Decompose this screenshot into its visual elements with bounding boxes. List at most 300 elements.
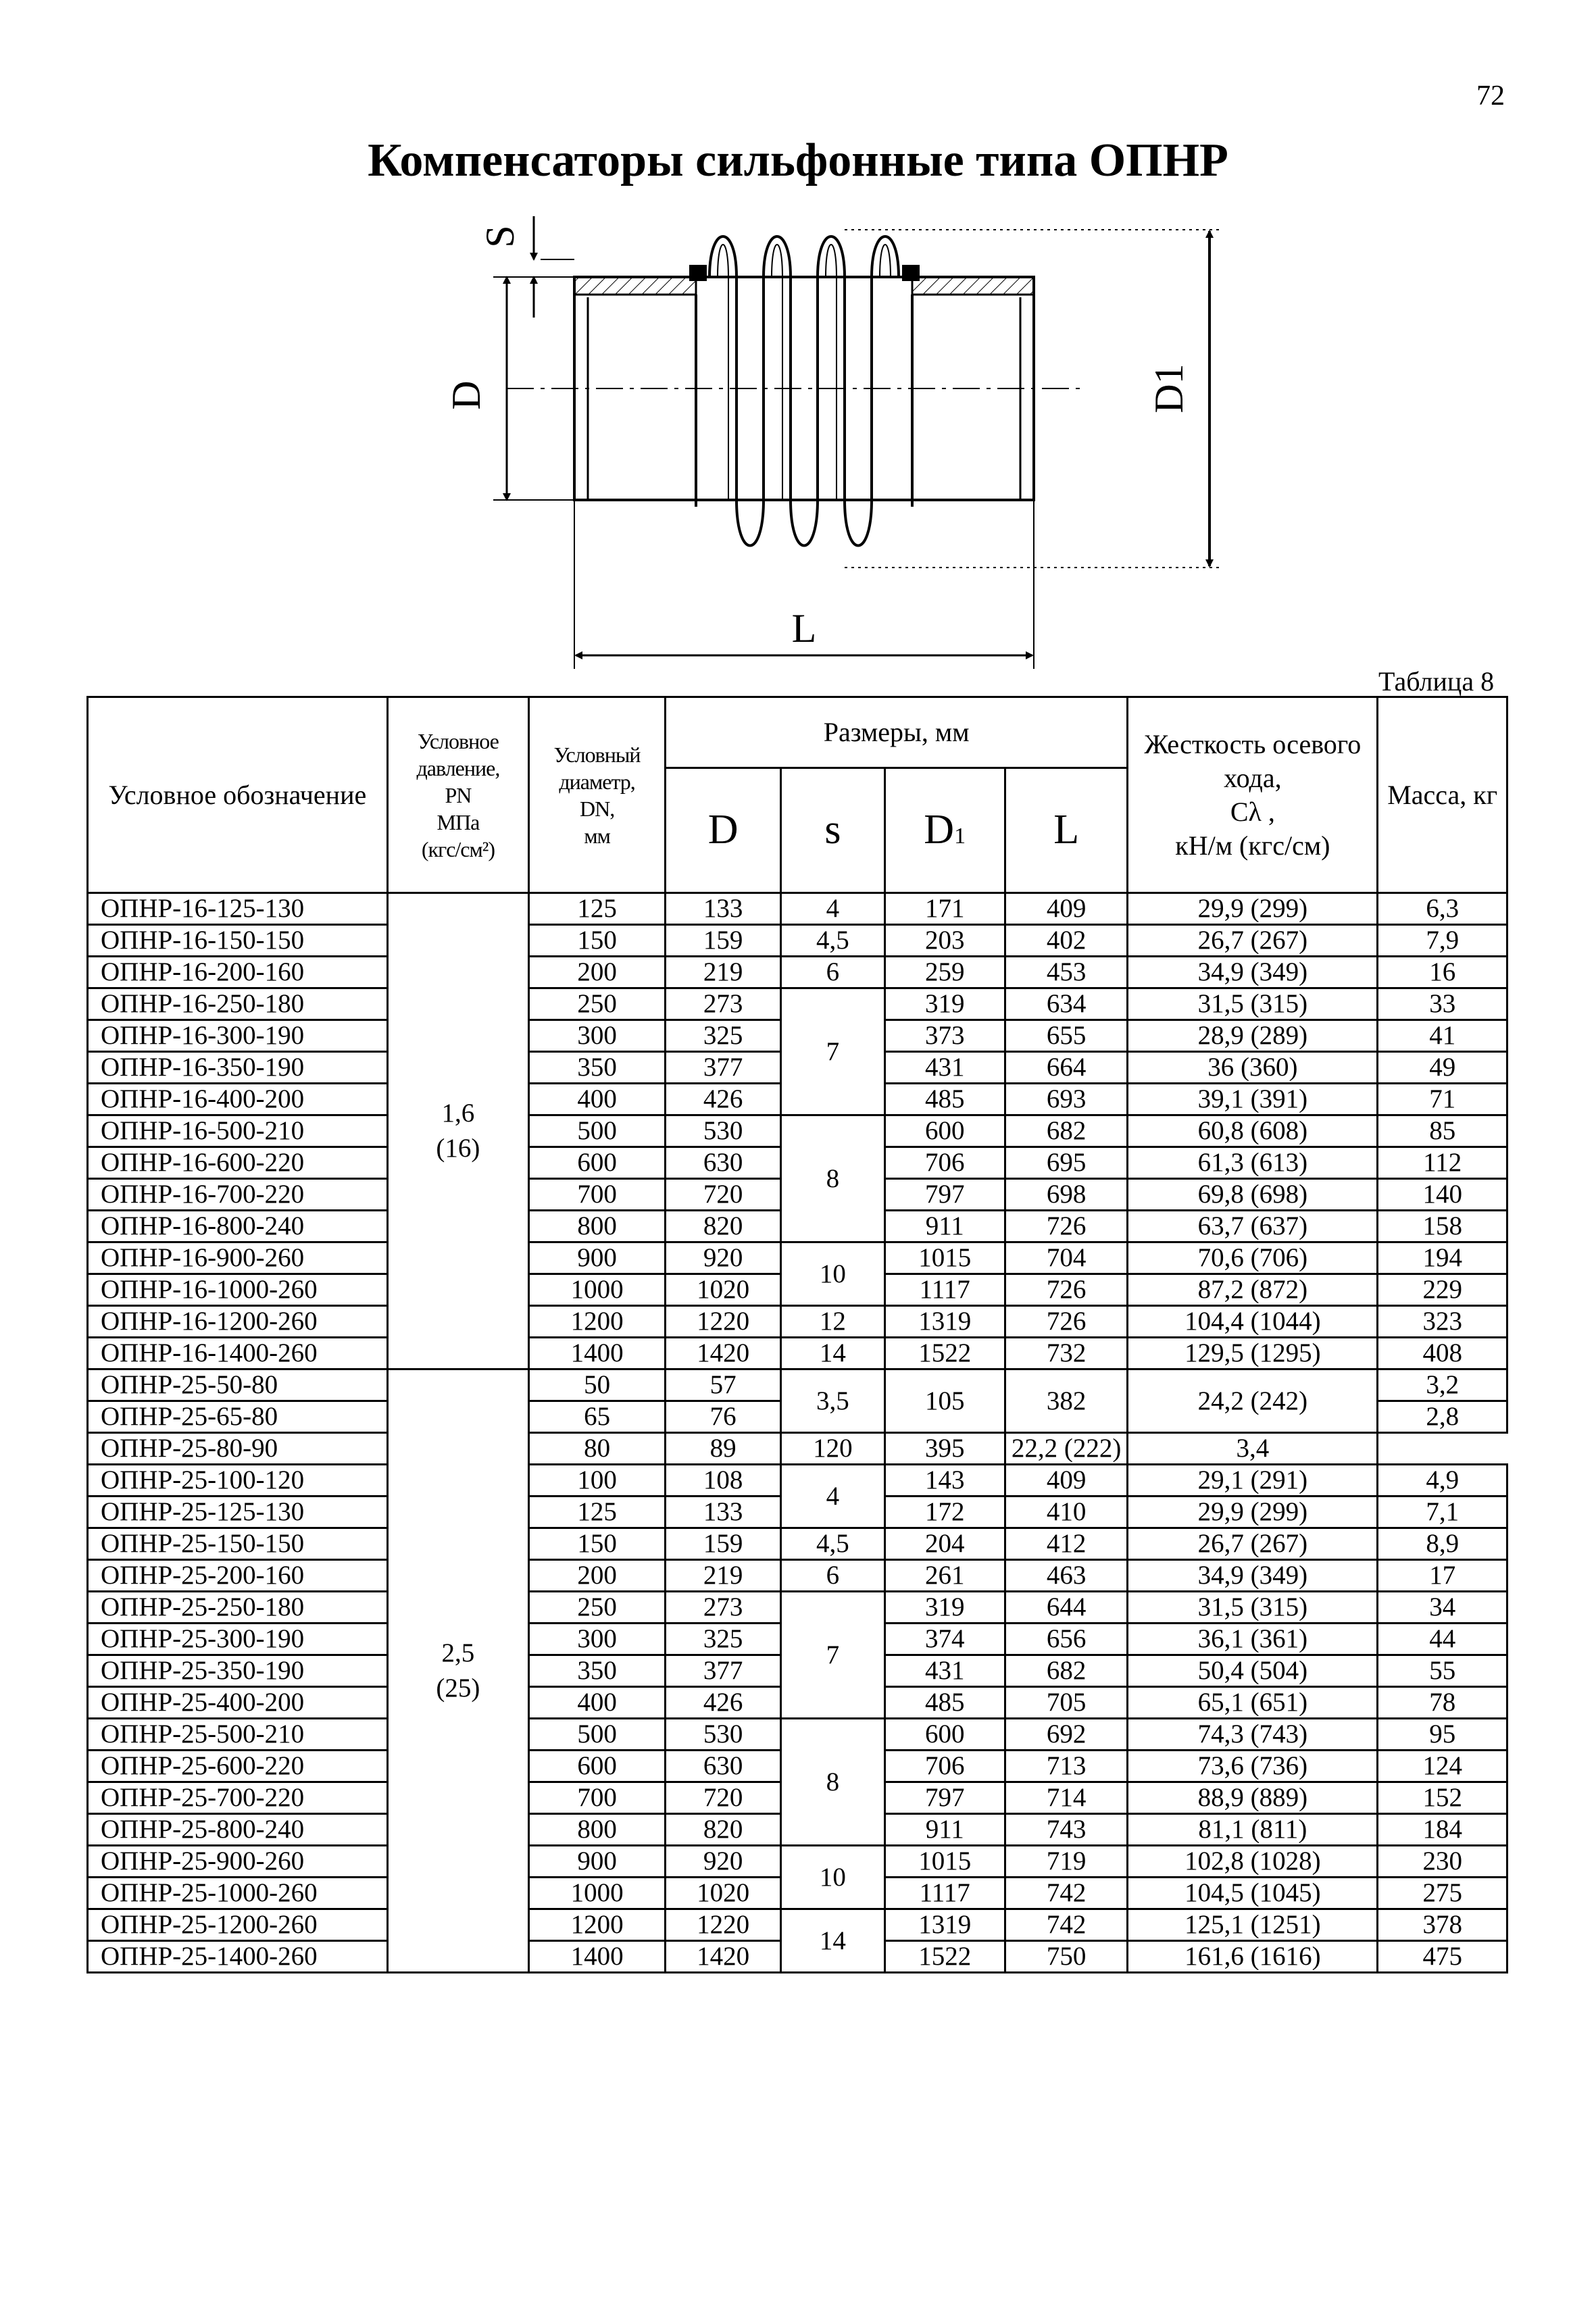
cell-code: ОПНР-16-1200-260 [88,1306,388,1338]
cell-l: 644 [1005,1592,1127,1624]
cell-dn: 600 [529,1147,666,1179]
table-row [88,1560,1507,1592]
cell-d: 920 [665,1242,780,1274]
cell-d1: 431 [884,1052,1005,1084]
cell-l: 463 [1005,1560,1127,1592]
cell-d1: 259 [884,957,1005,988]
cell-d1: 374 [884,1624,1005,1655]
cell-dn: 1200 [529,1306,666,1338]
cell-dn: 400 [529,1084,666,1115]
cell-code: ОПНР-25-700-220 [88,1782,388,1814]
cell-code: ОПНР-16-125-130 [88,893,388,925]
cell-s: 12 [781,1306,884,1338]
cell-m: 2,8 [1378,1401,1507,1433]
table-row [88,1115,1507,1147]
cell-c: 29,9 (299) [1128,893,1378,925]
cell-m: 323 [1378,1306,1507,1338]
cell-code: ОПНР-25-300-190 [88,1624,388,1655]
cell-d: 1420 [665,1338,780,1369]
cell-d1: 1015 [884,1846,1005,1878]
cell-d: 1220 [665,1306,780,1338]
cell-l: 682 [1005,1655,1127,1687]
cell-dn: 500 [529,1719,666,1751]
cell-d: 1420 [665,1941,780,1973]
cell-c: 26,7 (267) [1128,925,1378,957]
cell-l: 726 [1005,1211,1127,1242]
cell-code: ОПНР-25-50-80 [88,1369,388,1401]
cell-l: 750 [1005,1941,1127,1973]
header-mass: Масса, кг [1378,697,1507,893]
cell-code: ОПНР-25-600-220 [88,1751,388,1782]
header-l: L [1005,768,1127,893]
cell-c: 125,1 (1251) [1128,1909,1378,1941]
cell-c: 24,2 (242) [1128,1369,1378,1433]
cell-c: 34,9 (349) [1128,1560,1378,1592]
header-stiffness-line3: кН/м (кгс/см) [1175,830,1330,861]
header-designation: Условное обозначение [88,697,388,893]
cell-d1: 261 [884,1560,1005,1592]
cell-dn: 350 [529,1052,666,1084]
cell-d1: 600 [884,1719,1005,1751]
cell-dn: 125 [529,893,666,925]
cell-d1: 911 [884,1211,1005,1242]
cell-dn: 1000 [529,1274,666,1306]
cell-c: 81,1 (811) [1128,1814,1378,1846]
cell-d1: 204 [884,1528,1005,1560]
cell-l: 656 [1005,1624,1127,1655]
cell-m: 4,9 [1378,1465,1507,1496]
cell-code: ОПНР-25-900-260 [88,1846,388,1878]
cell-c: 28,9 (289) [1128,1020,1378,1052]
cell-d: 133 [665,893,780,925]
spec-table [86,696,1508,1973]
cell-d: 89 [665,1433,780,1465]
cell-dn: 1200 [529,1909,666,1941]
cell-d1: 319 [884,1592,1005,1624]
cell-c: 69,8 (698) [1128,1179,1378,1211]
cell-d: 426 [665,1084,780,1115]
cell-dn: 100 [529,1465,666,1496]
d1-label: D1 [1147,363,1191,413]
cell-l: 453 [1005,957,1127,988]
cell-d1: 797 [884,1179,1005,1211]
cell-code: ОПНР-16-150-150 [88,925,388,957]
cell-c: 87,2 (872) [1128,1274,1378,1306]
cell-d1: 600 [884,1115,1005,1147]
cell-s: 4,5 [781,1528,884,1560]
cell-l: 682 [1005,1115,1127,1147]
header-stiffness [1128,697,1378,893]
cell-dn: 200 [529,957,666,988]
cell-code: ОПНР-16-800-240 [88,1211,388,1242]
cell-m: 124 [1378,1751,1507,1782]
table-row [88,1465,1507,1496]
cell-d1: 172 [884,1496,1005,1528]
cell-d: 377 [665,1052,780,1084]
cell-s: 10 [781,1846,884,1909]
cell-c: 102,8 (1028) [1128,1846,1378,1878]
cell-m: 275 [1378,1878,1507,1909]
cell-d: 820 [665,1814,780,1846]
cell-d: 820 [665,1211,780,1242]
header-pressure [387,697,529,893]
cell-code: ОПНР-16-350-190 [88,1052,388,1084]
cell-s: 3,5 [781,1369,884,1433]
cell-s: 4,5 [781,925,884,957]
bellows-compensator-drawing [405,209,1284,676]
cell-code: ОПНР-25-65-80 [88,1401,388,1433]
header-sizes: Размеры, мм [665,697,1128,768]
cell-m: 85 [1378,1115,1507,1147]
cell-l: 395 [884,1433,1005,1465]
cell-l: 698 [1005,1179,1127,1211]
cell-dn: 400 [529,1687,666,1719]
cell-m: 7,1 [1378,1496,1507,1528]
cell-c: 63,7 (637) [1128,1211,1378,1242]
table-row [88,1592,1507,1624]
cell-dn: 200 [529,1560,666,1592]
cell-l: 412 [1005,1528,1127,1560]
cell-c: 104,4 (1044) [1128,1306,1378,1338]
cell-d: 630 [665,1751,780,1782]
cell-code: ОПНР-16-1400-260 [88,1338,388,1369]
cell-dn: 300 [529,1624,666,1655]
cell-s: 7 [781,1592,884,1719]
cell-m: 41 [1378,1020,1507,1052]
cell-m: 6,3 [1378,893,1507,925]
header-d: D [665,768,780,893]
cell-d1: 706 [884,1751,1005,1782]
cell-d1: 373 [884,1020,1005,1052]
cell-d: 219 [665,1560,780,1592]
cell-m: 71 [1378,1084,1507,1115]
header-pressure-line1: Условное давление, [416,728,500,780]
cell-l: 742 [1005,1909,1127,1941]
cell-c: 36,1 (361) [1128,1624,1378,1655]
cell-code: ОПНР-16-400-200 [88,1084,388,1115]
cell-c: 60,8 (608) [1128,1115,1378,1147]
header-dn-line1: Условный диаметр, [553,742,641,794]
cell-code: ОПНР-25-400-200 [88,1687,388,1719]
cell-c: 31,5 (315) [1128,1592,1378,1624]
cell-d: 1020 [665,1274,780,1306]
cell-m: 55 [1378,1655,1507,1687]
cell-m: 3,4 [1128,1433,1378,1465]
cell-s: 8 [781,1115,884,1242]
cell-l: 692 [1005,1719,1127,1751]
cell-code: ОПНР-16-1000-260 [88,1274,388,1306]
cell-code: ОПНР-16-500-210 [88,1115,388,1147]
cell-m: 16 [1378,957,1507,988]
cell-l: 743 [1005,1814,1127,1846]
cell-c: 70,6 (706) [1128,1242,1378,1274]
cell-d: 720 [665,1782,780,1814]
cell-dn: 65 [529,1401,666,1433]
cell-c: 50,4 (504) [1128,1655,1378,1687]
cell-m: 8,9 [1378,1528,1507,1560]
cell-c: 26,7 (267) [1128,1528,1378,1560]
table-caption: Таблица 8 [1378,666,1495,697]
header-pressure-line4: (кгс/см²) [421,836,495,861]
cell-l: 634 [1005,988,1127,1020]
header-dn-line2: DN, [579,796,615,821]
cell-d: 108 [665,1465,780,1496]
cell-m: 34 [1378,1592,1507,1624]
cell-s: 7 [781,988,884,1115]
table-row [88,1909,1507,1941]
cell-m: 230 [1378,1846,1507,1878]
cell-m: 33 [1378,988,1507,1020]
cell-dn: 900 [529,1242,666,1274]
cell-dn: 125 [529,1496,666,1528]
cell-m: 3,2 [1378,1369,1507,1401]
cell-m: 194 [1378,1242,1507,1274]
cell-code: ОПНР-25-1000-260 [88,1878,388,1909]
cell-code: ОПНР-16-600-220 [88,1147,388,1179]
cell-d1: 1522 [884,1941,1005,1973]
cell-dn: 300 [529,1020,666,1052]
cell-d: 426 [665,1687,780,1719]
cell-d1: 171 [884,893,1005,925]
cell-dn: 700 [529,1179,666,1211]
cell-m: 408 [1378,1338,1507,1369]
table-row [88,1338,1507,1369]
cell-d: 76 [665,1401,780,1433]
cell-l: 726 [1005,1274,1127,1306]
table-row [88,1369,1507,1401]
table-row [88,957,1507,988]
cell-m: 7,9 [1378,925,1507,957]
header-pressure-line2: PN [445,782,472,807]
cell-dn: 1400 [529,1941,666,1973]
cell-s: 4 [781,893,884,925]
table-row [88,1306,1507,1338]
cell-d: 1220 [665,1909,780,1941]
table-row [88,1846,1507,1878]
cell-s: 10 [781,1242,884,1306]
cell-dn: 800 [529,1814,666,1846]
pressure-value-kgf: (16) [436,1134,480,1163]
cell-c: 39,1 (391) [1128,1084,1378,1115]
table-row [88,1433,1507,1465]
cell-d: 720 [665,1179,780,1211]
cell-d1: 911 [884,1814,1005,1846]
cell-l: 409 [1005,893,1127,925]
header-stiffness-line2: Cλ , [1230,796,1275,827]
header-d1 [884,768,1005,893]
cell-d1: 105 [884,1369,1005,1433]
pressure-value: 1,6 [441,1099,475,1128]
cell-d1: 1319 [884,1909,1005,1941]
cell-l: 719 [1005,1846,1127,1878]
cell-c: 129,5 (1295) [1128,1338,1378,1369]
page-number: 72 [1476,80,1505,111]
cell-l: 726 [1005,1306,1127,1338]
cell-code: ОПНР-16-200-160 [88,957,388,988]
cell-l: 695 [1005,1147,1127,1179]
cell-m: 378 [1378,1909,1507,1941]
cell-m: 78 [1378,1687,1507,1719]
cell-d: 920 [665,1846,780,1878]
header-stiffness-line1: Жесткость осевого хода, [1144,728,1362,793]
cell-d1: 706 [884,1147,1005,1179]
cell-m: 95 [1378,1719,1507,1751]
cell-d1: 203 [884,925,1005,957]
cell-m: 17 [1378,1560,1507,1592]
cell-pressure [387,893,529,1369]
cell-c: 61,3 (613) [1128,1147,1378,1179]
cell-d: 159 [665,1528,780,1560]
cell-c: 88,9 (889) [1128,1782,1378,1814]
cell-d: 273 [665,988,780,1020]
table-row [88,1528,1507,1560]
cell-d1: 1319 [884,1306,1005,1338]
cell-l: 655 [1005,1020,1127,1052]
table-row [88,893,1507,925]
pressure-value-kgf: (25) [436,1674,480,1703]
header-s: s [781,768,884,893]
cell-code: ОПНР-25-150-150 [88,1528,388,1560]
cell-d: 530 [665,1115,780,1147]
bellows-compensator-icon [405,209,1284,676]
cell-m: 475 [1378,1941,1507,1973]
cell-dn: 350 [529,1655,666,1687]
header-dn-line3: мм [584,823,610,848]
cell-c: 36 (360) [1128,1052,1378,1084]
cell-d1: 1117 [884,1878,1005,1909]
header-d1-main: D [924,807,955,853]
cell-d: 1020 [665,1878,780,1909]
cell-m: 49 [1378,1052,1507,1084]
cell-code: ОПНР-25-1400-260 [88,1941,388,1973]
table-row [88,1719,1507,1751]
cell-code: ОПНР-25-250-180 [88,1592,388,1624]
cell-s: 8 [781,1719,884,1846]
cell-code: ОПНР-25-500-210 [88,1719,388,1751]
cell-dn: 80 [529,1433,666,1465]
cell-m: 140 [1378,1179,1507,1211]
cell-dn: 250 [529,1592,666,1624]
l-label: L [791,606,817,651]
cell-dn: 600 [529,1751,666,1782]
table-row [88,925,1507,957]
cell-code: ОПНР-25-800-240 [88,1814,388,1846]
cell-d1: 485 [884,1687,1005,1719]
cell-l: 713 [1005,1751,1127,1782]
table-row [88,1242,1507,1274]
cell-d: 273 [665,1592,780,1624]
cell-code: ОПНР-25-200-160 [88,1560,388,1592]
cell-l: 664 [1005,1052,1127,1084]
page-title: Компенсаторы сильфонные типа ОПНР [368,134,1228,186]
s-label: S [478,225,522,248]
cell-c: 65,1 (651) [1128,1687,1378,1719]
cell-d: 325 [665,1624,780,1655]
cell-l: 714 [1005,1782,1127,1814]
cell-d: 219 [665,957,780,988]
cell-dn: 150 [529,1528,666,1560]
cell-m: 152 [1378,1782,1507,1814]
cell-l: 732 [1005,1338,1127,1369]
cell-d1: 143 [884,1465,1005,1496]
cell-d1: 120 [781,1433,884,1465]
cell-code: ОПНР-16-700-220 [88,1179,388,1211]
cell-dn: 500 [529,1115,666,1147]
cell-dn: 1400 [529,1338,666,1369]
cell-s: 6 [781,957,884,988]
cell-code: ОПНР-16-300-190 [88,1020,388,1052]
cell-l: 410 [1005,1496,1127,1528]
cell-c: 161,6 (1616) [1128,1941,1378,1973]
cell-d: 133 [665,1496,780,1528]
cell-dn: 800 [529,1211,666,1242]
cell-c: 73,6 (736) [1128,1751,1378,1782]
cell-l: 742 [1005,1878,1127,1909]
table-row [88,988,1507,1020]
cell-l: 382 [1005,1369,1127,1433]
cell-code: ОПНР-25-100-120 [88,1465,388,1496]
cell-s: 4 [781,1465,884,1528]
cell-s: 14 [781,1909,884,1973]
cell-code: ОПНР-25-1200-260 [88,1909,388,1941]
header-dn [529,697,666,893]
cell-c: 29,9 (299) [1128,1496,1378,1528]
cell-l: 693 [1005,1084,1127,1115]
cell-dn: 250 [529,988,666,1020]
cell-code: ОПНР-25-350-190 [88,1655,388,1687]
cell-l: 409 [1005,1465,1127,1496]
cell-dn: 700 [529,1782,666,1814]
cell-d1: 485 [884,1084,1005,1115]
header-pressure-line3: МПа [437,809,480,834]
cell-pressure [387,1369,529,1973]
cell-m: 112 [1378,1147,1507,1179]
cell-d1: 431 [884,1655,1005,1687]
cell-dn: 150 [529,925,666,957]
cell-dn: 900 [529,1846,666,1878]
cell-c: 34,9 (349) [1128,957,1378,988]
cell-c: 104,5 (1045) [1128,1878,1378,1909]
cell-d1: 1117 [884,1274,1005,1306]
cell-code: ОПНР-16-250-180 [88,988,388,1020]
cell-code: ОПНР-25-80-90 [88,1433,388,1465]
cell-code: ОПНР-25-125-130 [88,1496,388,1528]
cell-d: 377 [665,1655,780,1687]
cell-dn: 1000 [529,1878,666,1909]
table-body [88,893,1507,1973]
d-label: D [444,380,489,410]
cell-c: 74,3 (743) [1128,1719,1378,1751]
table-header [88,697,1507,893]
cell-dn: 50 [529,1369,666,1401]
cell-m: 158 [1378,1211,1507,1242]
cell-c: 29,1 (291) [1128,1465,1378,1496]
cell-l: 402 [1005,925,1127,957]
cell-d: 325 [665,1020,780,1052]
cell-d1: 797 [884,1782,1005,1814]
cell-s: 6 [781,1560,884,1592]
cell-l: 705 [1005,1687,1127,1719]
cell-c: 22,2 (222) [1005,1433,1127,1465]
pressure-value: 2,5 [441,1638,475,1667]
cell-m: 44 [1378,1624,1507,1655]
cell-d: 159 [665,925,780,957]
cell-s: 14 [781,1338,884,1369]
cell-c: 31,5 (315) [1128,988,1378,1020]
cell-code: ОПНР-16-900-260 [88,1242,388,1274]
cell-m: 229 [1378,1274,1507,1306]
cell-d: 630 [665,1147,780,1179]
